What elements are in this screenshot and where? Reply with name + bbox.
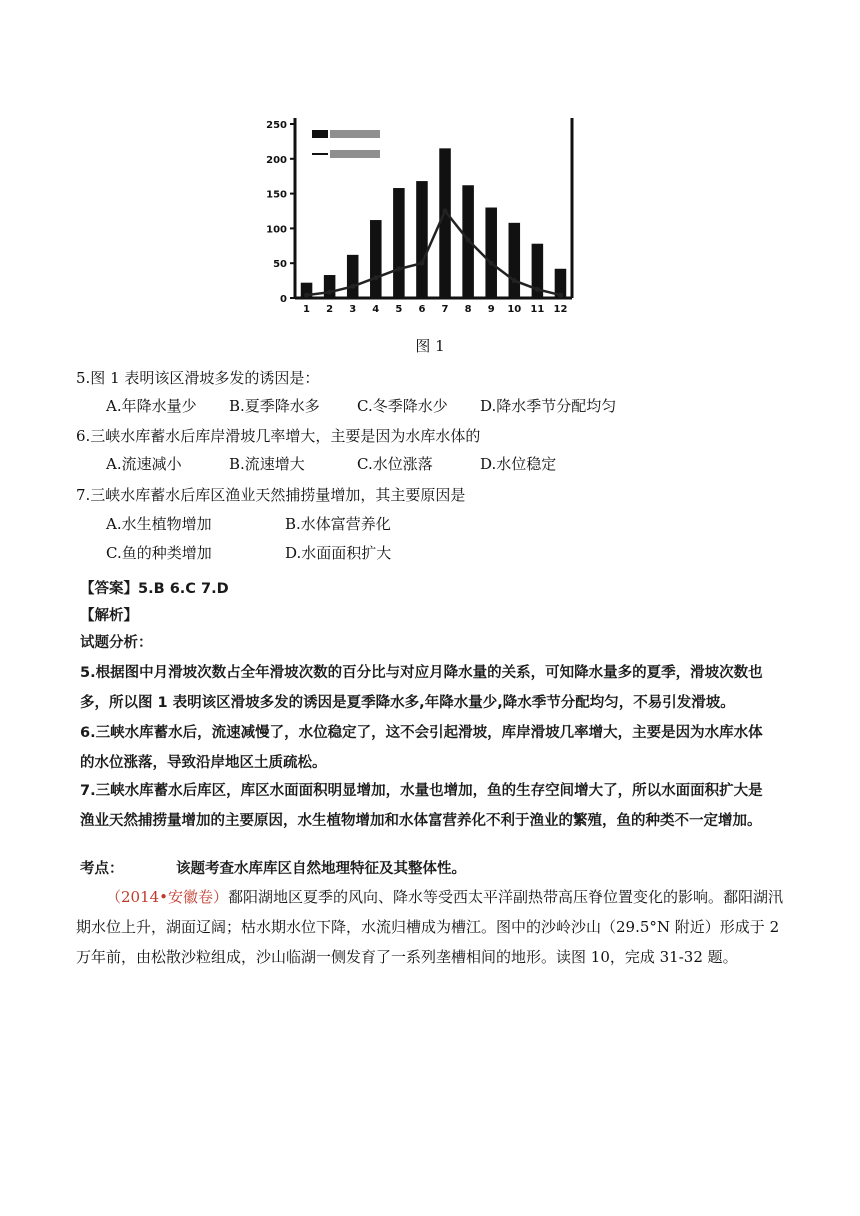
question-7-option-c: C.鱼的种类增加: [106, 544, 212, 562]
figure-caption: 图 1: [415, 337, 445, 355]
line-point-month-11: [535, 287, 540, 292]
line-point-month-7: [443, 209, 448, 214]
figure-1: [250, 110, 610, 332]
precip-landslide-chart: [250, 110, 610, 332]
x-tick-label-7: 7: [441, 304, 449, 315]
line-point-month-1: [304, 293, 309, 298]
line-point-month-6: [419, 261, 424, 266]
question-7-option-b: B.水体富营养化: [285, 515, 391, 533]
x-tick-label-3: 3: [349, 304, 357, 315]
line-point-month-5: [396, 267, 401, 272]
next-problem-paragraph: [76, 882, 786, 972]
x-tick-label-6: 6: [418, 304, 426, 315]
line-point-month-10: [512, 278, 517, 283]
question-6-stem: 6.三峡水库蓄水后库岸滑坡几率增大，主要是因为水库水体的: [76, 427, 481, 445]
kaodian-label: 考点：: [80, 861, 124, 877]
question-6-option-a: A.流速减小: [106, 455, 182, 473]
left-tick-label-4: 200: [266, 154, 287, 166]
line-point-month-3: [350, 284, 355, 289]
kaodian-text: 该题考查水库库区自然地理特征及其整体性。: [176, 861, 466, 877]
legend-bar-text-blur: [330, 130, 380, 138]
left-tick-label-2: 100: [266, 224, 287, 236]
bar-month-5: [393, 188, 405, 298]
landslide-line: [307, 211, 561, 295]
line-point-month-2: [327, 290, 332, 295]
x-tick-label-5: 5: [395, 304, 403, 315]
question-5-option-b: B.夏季降水多: [229, 397, 320, 415]
analysis-heading: 【解析】: [80, 608, 138, 624]
problem-source: （2014•安徽卷）: [106, 888, 229, 906]
bar-month-9: [485, 208, 497, 298]
bar-month-6: [416, 181, 428, 298]
question-5-option-c: C.冬季降水少: [357, 397, 448, 415]
left-tick-label-3: 150: [266, 189, 287, 201]
bar-month-4: [370, 220, 382, 298]
bar-month-10: [509, 223, 521, 298]
x-tick-label-11: 11: [530, 304, 545, 315]
analysis-label: 试题分析：: [80, 635, 153, 651]
x-tick-label-12: 12: [553, 304, 568, 315]
left-tick-label-5: 250: [266, 120, 287, 131]
line-point-month-8: [466, 238, 471, 243]
analysis-point-7: 7.三峡水库蓄水后库区，库区水面面积明显增加，水量也增加，鱼的生存空间增大了，所以水面面积扩大是渔业天然捕捞量增加的主要原因，水生植物增加和水体富营养化不利于渔业的繁殖，鱼的种类不一定增加。: [80, 783, 763, 829]
left-tick-label-0: 0: [280, 294, 287, 305]
question-6-option-c: C.水位涨落: [357, 455, 433, 473]
question-5-option-a: A.年降水量少: [106, 397, 197, 415]
problem-text: 鄱阳湖地区夏季的风向、降水等受西太平洋副热带高压脊位置变化的影响。鄱阳湖汛期水位上升，湖面辽阔；枯水期水位下降，水流归槽成为槽江。图中的沙岭沙山（29.5°N 附近）形成于 2 万年前，由松散沙粒组成，沙山临湖一侧发育了一系列垄槽相间的地形。读图 10，完成 31-32 题。: [76, 888, 784, 966]
x-tick-label-2: 2: [326, 304, 334, 315]
x-tick-label-9: 9: [487, 304, 495, 315]
x-tick-label-10: 10: [507, 304, 522, 315]
legend-line-text-blur: [330, 150, 380, 158]
line-point-month-9: [489, 261, 494, 266]
x-tick-label-8: 8: [464, 304, 472, 315]
line-point-month-12: [558, 293, 563, 298]
question-5-stem: 5.图 1 表明该区滑坡多发的诱因是：: [76, 369, 320, 387]
x-tick-label-4: 4: [372, 304, 380, 315]
x-tick-label-1: 1: [303, 304, 311, 315]
analysis-point-5: 5.根据图中月滑坡次数占全年滑坡次数的百分比与对应月降水量的关系，可知降水量多的夏季，滑坡次数也多，所以图 1 表明该区滑坡多发的诱因是夏季降水多,年降水量少,降水季节分配均匀，不易引发滑坡。: [80, 665, 763, 711]
line-point-month-4: [373, 275, 378, 280]
answer-line: 【答案】5.B 6.C 7.D: [80, 581, 229, 597]
left-tick-label-1: 50: [273, 259, 287, 271]
question-6-option-d: D.水位稳定: [480, 455, 557, 473]
question-7-stem: 7.三峡水库蓄水后库区渔业天然捕捞量增加，其主要原因是: [76, 486, 466, 504]
legend-bar-swatch: [312, 130, 328, 138]
analysis-point-6: 6.三峡水库蓄水后，流速减慢了，水位稳定了，这不会引起滑坡，库岸滑坡几率增大，主要是因为水库水体的水位涨落，导致沿岸地区土质疏松。: [80, 725, 763, 771]
question-7-option-a: A.水生植物增加: [106, 515, 212, 533]
question-6-option-b: B.流速增大: [229, 455, 305, 473]
bar-month-3: [347, 255, 359, 298]
question-7-option-d: D.水面面积扩大: [285, 544, 392, 562]
question-5-option-d: D.降水季节分配均匀: [480, 397, 617, 415]
